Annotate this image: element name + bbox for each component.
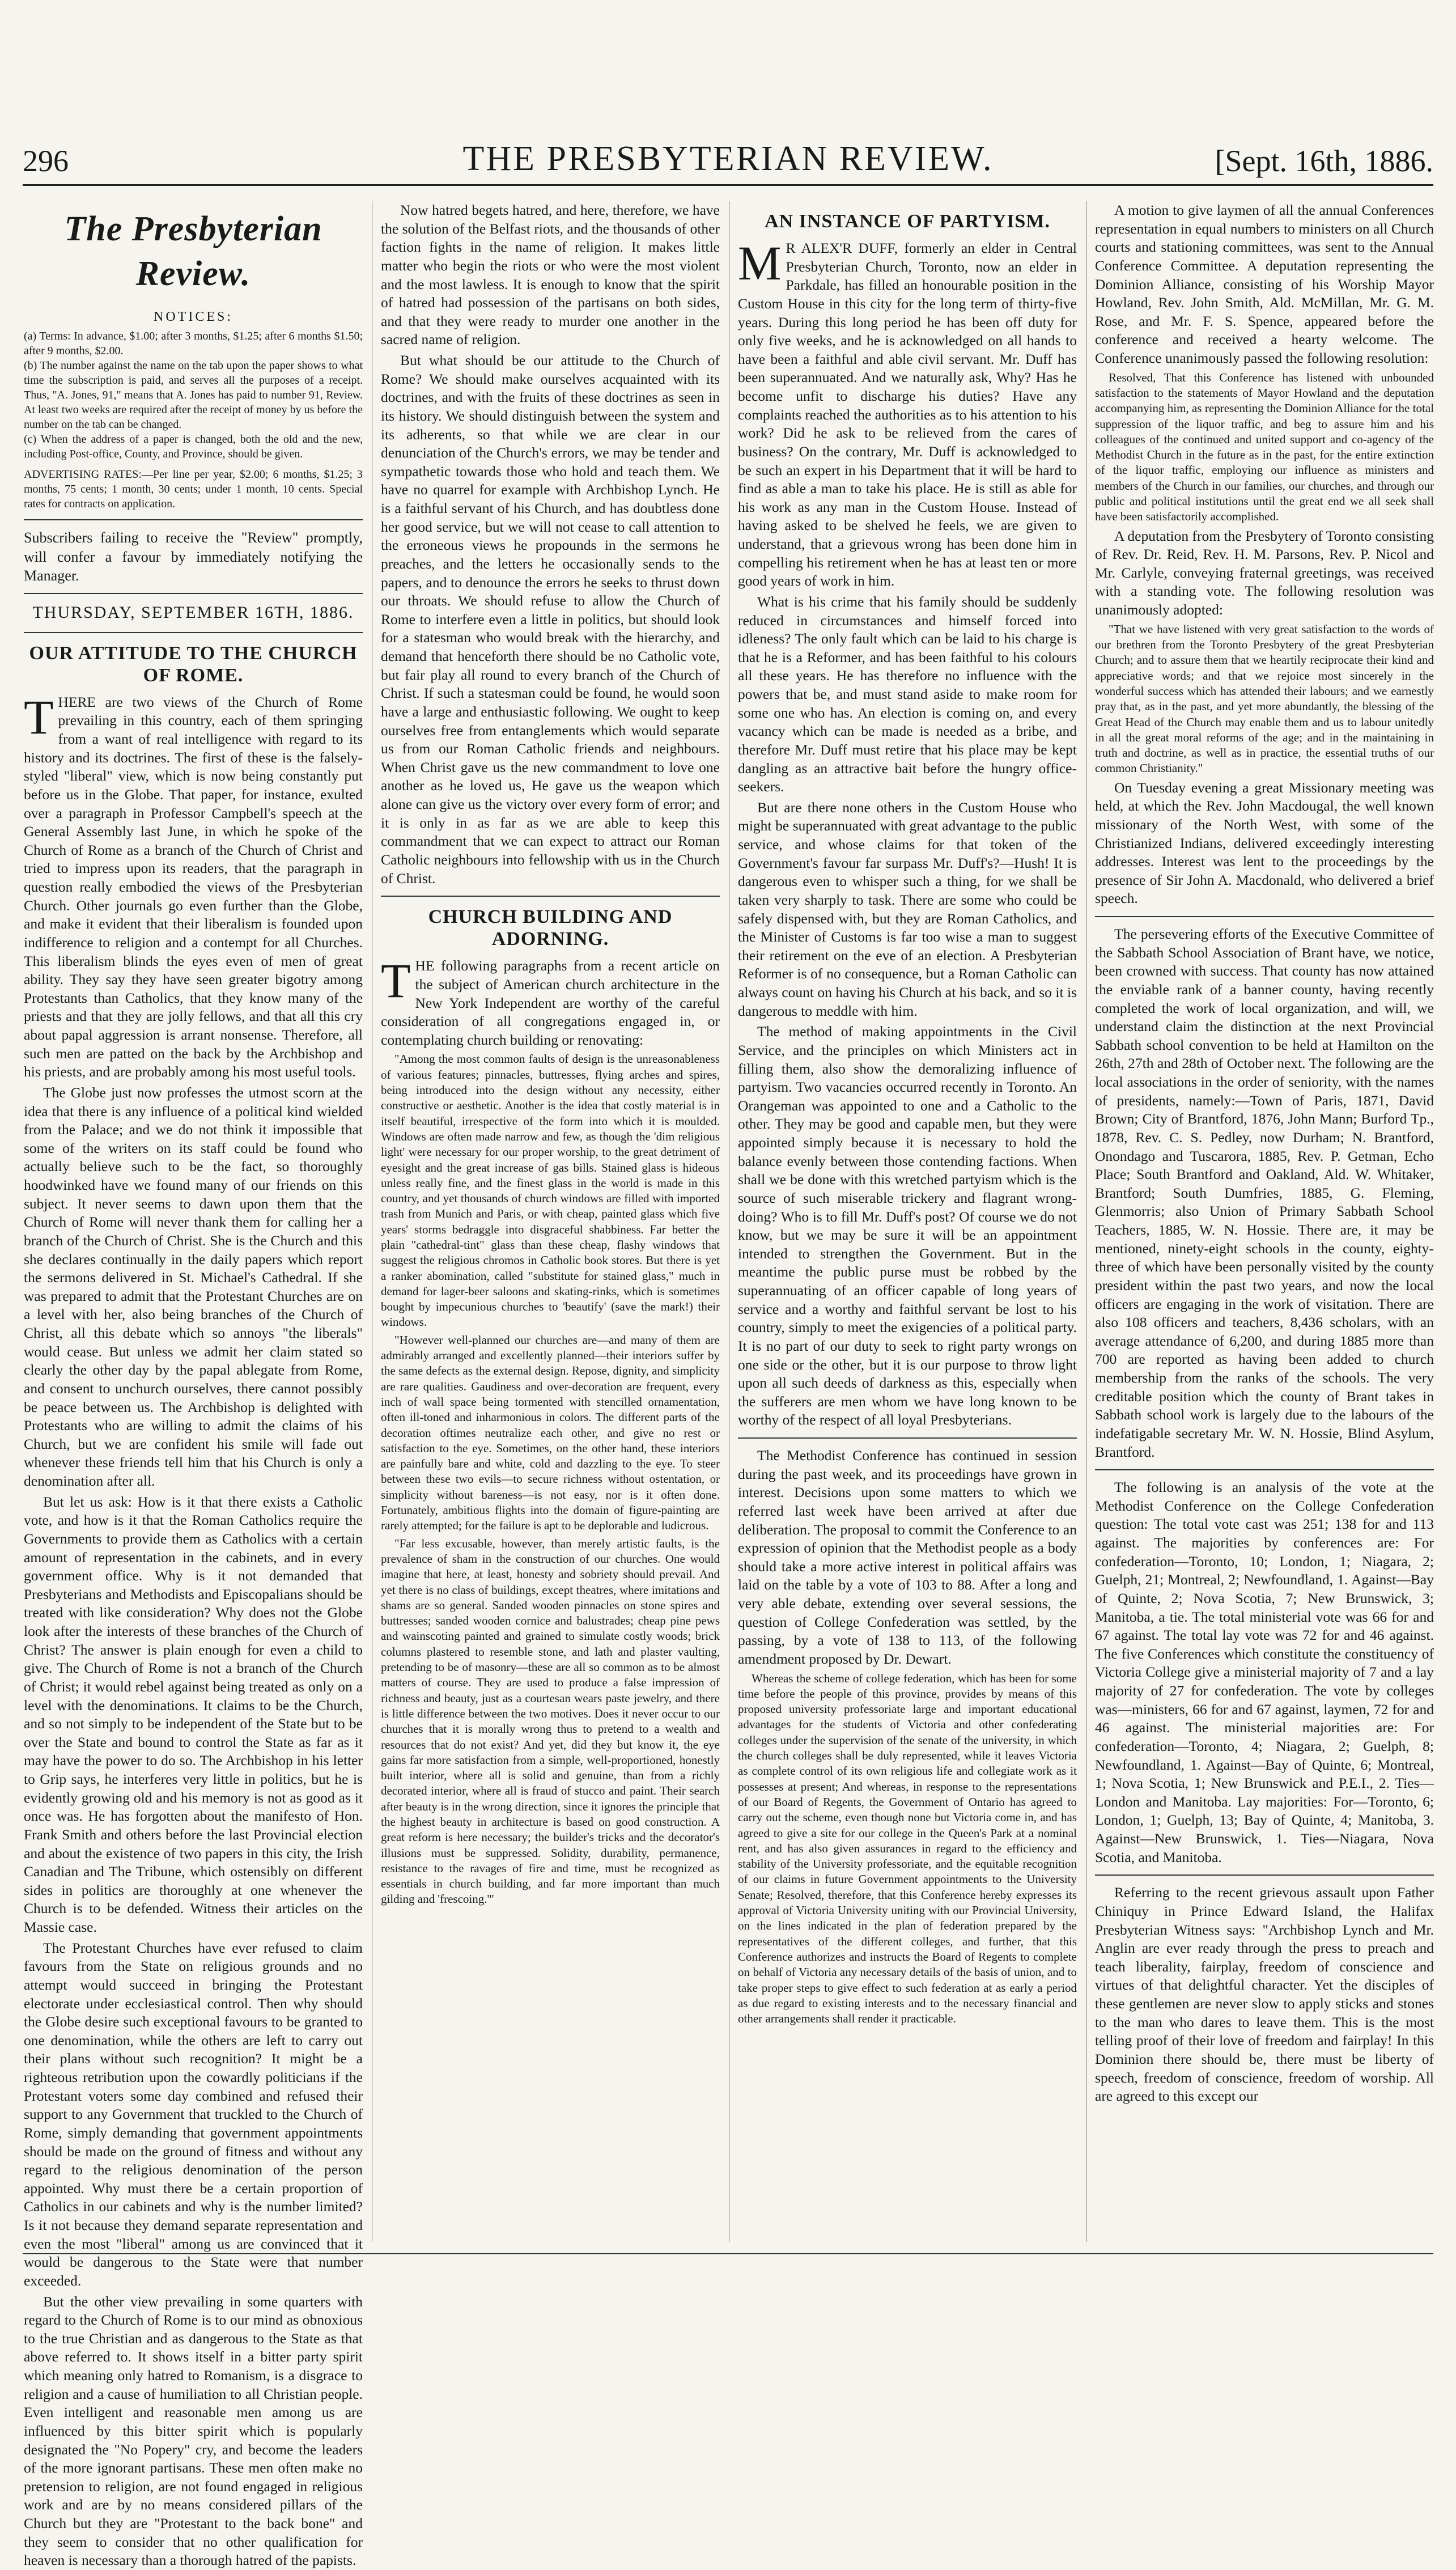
issue-date-line: THURSDAY, SEPTEMBER 16TH, 1886. bbox=[32, 603, 354, 622]
article-paragraph: On Tuesday evening a great Missionary meeting was held, at which the Rev. John Macdougal, the well known missionary of the North West, with some of the Christianized Indians, delivered exceedingly interesting addresses. Interest was lent to the proceedings by the presence of Sir John A. Macdonald, who delivered a brief speech. bbox=[1095, 779, 1434, 907]
article-paragraph: But the other view prevailing in some quarters with regard to the Church of Rome is to our mind as obnoxious to the true Christian and as dangerous to the State as that above referred to. It shows itself in a bitter party spirit which meaning only hatred to Romanism, is a disgrace to religion and a cause of humiliation to all Christian people. Even intelligent and reasonable men among us are influenced by this bitter spirit which is popularly designated the "No Popery" cry, and become the leaders of the more ignorant partisans. These men often make no pretension to religion, are not found engaged in religious work and are by no means considered pillars of the Church but they are "Protestant to the back bone" and they seem to consider that no other qualification for heaven is necessary than a thorough hatred of the papists. bbox=[24, 2293, 363, 2569]
article-paragraph: But are there none others in the Custom House who might be superannuated with great advantage to the public service, and whose claims for that token of the Government's favour far surpass Mr. Duff's?—Hush! It is dangerous even to whisper such a thing, for we shall be taken very sharply to task. There are some who could be safely dispensed with, but they are Roman Catholics, and the Minister of Customs is far too wise a man to suggest their retirement on the eve of an election. A Presbyterian Reformer is of no consequence, but a Roman Catholic can always count on having his Church at his back, and so it is dangerous to meddle with him. bbox=[738, 799, 1077, 1019]
quote-paragraph: "Among the most common faults of design is the unreasonableness of various features; pinnacles, buttresses, flying arches and spires, being introduced into the design without any necessity, either constructive or aesthetic. Another is the idea that costly material is in itself beautiful, irrespective of the form into which it is moulded. Windows are often made narrow and few, as though the 'dim religious light' were necessary for our proper worship, to the great detriment of eyesight and the great increase of gas bills. Stained glass is hideous unless really fine, and the finest glass in the world is made in this country, and yet thousands of church windows are filled with imported trash from Munich and Paris, or with cheap, painted glass which five years' storms bedraggle into disgraceful shabbiness. Far better the plain "cathedral-tint" glass than these cheap, flashy windows that suggest the religious chromos in Catholic book stores. But there is yet a ranker abomination, called "substitute for stained glass," much in demand for lager-beer saloons and skating-rinks, which is sometimes bought by impecunious churches to 'beautify' (save the mark!) their windows. bbox=[381, 1052, 720, 1329]
article-paragraph: The following is an analysis of the vote at the Methodist Conference on the College Confederation question: The total vote cast was 251; 138 for and 113 against. The majorities by conferences are: For confederation—Toronto, 10; London, 1; Niagara, 2; Guelph, 21; Montreal, 2; Newfoundland, 1. Against—Bay of Quinte, 2; Nova Scotia, 7; New Brunswick, 3; Manitoba, a tie. The total ministerial vote was 66 for and 67 against. The total lay vote was 72 for and 46 against. The five Conferences which constitute the constituency of Victoria College give a ministerial majority of 7 and a lay majority of 27 for confederation. The vote by colleges was—ministers, 66 for and 67 against, laymen, 72 for and 46 against. The ministerial majorities are: For confederation—Toronto, 4; Niagara, 2; Guelph, 8; Newfoundland, 1. Against—Bay of Quinte, 6; Montreal, 1; Nova Scotia, 1; New Brunswick and P.E.I., 2. Ties—London and Manitoba. Lay majorities: For—Toronto, 6; London, 1; Guelph, 13; Bay of Quinte, 4; Manitoba, 3. Against—New Brunswick, 1. Ties—Niagara, Nova Scotia, and Manitoba. bbox=[1095, 1479, 1434, 1865]
article-paragraph: Referring to the recent grievous assault upon Father Chiniquy in Prince Edward Island, the Halifax Presbyterian Witness says: "Archbishop Lynch and Mr. Anglin are ever ready through the press to preach and teach liberality, fairplay, freedom of conscience and virtues of that delightful character. Yet the disciples of these gentlemen are never slow to apply sticks and stones to the man who dares to leave them. This is the most telling proof of their love of freedom and fairplay! In this Dominion there should be, there must be liberty of speech, freedom of conscience, freedom of worship. All are agreed to this except our bbox=[1095, 1884, 1434, 2105]
article-paragraph: The Protestant Churches have ever refused to claim favours from the State on religious grounds and no attempt would succeed in bringing the Protestant electorate under ecclesiastical control. Then why should the Globe desire such exceptional favours to be granted to one denomination, while the others are left to carry out their plans without such recognition? It might be a righteous retribution upon the cowardly politicians if the Protestant voters some day combined and refused their support to any Government that truckled to the Church of Rome, simply demanding that government appointments should be made on the ground of fitness and without any regard to the religious denomination of the person appointed. Why must there be a certain proportion of Catholics in our cabinets and why is the number limited? Is it not because they demand separate representation and even the most "liberal" among us are convinced that it would be dangerous to the State were that number exceeded. bbox=[24, 1939, 363, 2289]
paragraph-text: R ALEX'R DUFF, formerly an elder in Central Presbyterian Church, Toronto, now an elder in Parkdale, has filled an honourable position in the Custom House in this city for the long term of thirty-five years. During this long period he has been off duty for only five weeks, and he is acknowledged on all hands to have been a faithful and able civil servant. Mr. Duff has been superannuated. And we naturally ask, Why? Has he become unfit to discharge his duties? Have any complaints reached the authorities as to his attention to his work? Did he ask to be relieved from the cares of business? On the contrary, Mr. Duff is acknowledged to be such an expert in his Department that it will be hard to find as able a man to take his place. He is still as able for his work as any man in the Custom House. Instead of having asked to be shelved he feels, we are given to understand, that a grievous wrong has been done him in compelling his retirement when he has at least ten or more good years of work in him. bbox=[738, 240, 1077, 590]
divider bbox=[1095, 1875, 1434, 1876]
quote-paragraph: "However well-planned our churches are—and many of them are admirably arranged and excellently planned—their interiors suffer by the same defects as the external design. Repose, dignity, and simplicity are rare qualities. Gaudiness and over-decoration are frequent, every inch of wall space being tormented with stencilled ornamentation, often ill-toned and inharmonious in colors. The different parts of the decoration oftimes neutralize each other, and give no rest or satisfaction to the eye. Sometimes, on the other hand, these interiors are painfully bare and white, cold and dazzling to the eye. To steer between these two evils—to secure richness without ostentation, or simplicity without bareness—is not easy, nor is it often done. Fortunately, ambitious flights into the domain of figure-painting are rarely attempted; for the failure is apt to be deplorable and ludicrous. bbox=[381, 1333, 720, 1533]
article-paragraph: A motion to give laymen of all the annual Conferences representation in equal numbers to ministers on all Church courts and stationing committees, was sent to the Annual Conference Committee. A deputation representing the Dominion Alliance, consisting of his Worship Mayor Howland, Rev. John Smith, Ald. McMillan, Mr. G. M. Rose, and Mr. F. S. Spence, appeared before the conference and received a hearty welcome. The Conference unanimously passed the following resolution: bbox=[1095, 202, 1434, 366]
divider bbox=[1095, 1469, 1434, 1470]
article-paragraph bbox=[24, 689, 363, 1082]
drop-cap: M bbox=[738, 236, 782, 291]
divider bbox=[24, 519, 363, 520]
article-paragraph: What is his crime that his family should be suddenly reduced in circumstances and himself forced into idleness? The only fault which can be laid to his charge is that he is a Reformer, and has been faithful to his colours all these years. He has therefore no influence with the powers that be, and must stand aside to make room for some one who has. An election is coming on, and every vacancy which can be made is needed as a bribe, and therefore Mr. Duff must retire that his place may be kept dangling as an attractive bait before the hungry office-seekers. bbox=[738, 593, 1077, 795]
resolution-text bbox=[1095, 622, 1434, 777]
column-2 bbox=[381, 201, 720, 2242]
resolution-paragraph: Resolved, That this Conference has listened with unbounded satisfaction to the statements of Mayor Howland and the deputation accompanying him, as representing the Dominion Alliance for the total suppression of the liquor traffic, and beg to assure him and his colleagues of the continued and united support and co-agency of the Methodist Church in the future as in the past, for the entire extinction of the liquor traffic, employing our influence as ministers and members of the Church in our families, our churches, and through our public and political institutions until the great end we all seek shall have been satisfactorily accomplished. bbox=[1095, 370, 1434, 524]
resolution-paragraph: Whereas the scheme of college federation, which has been for some time before the people of this province, provides by means of this proposed university professoriate large and important educational advantages for the students of Victoria and other confederating colleges under the supervision of the senate of the university, in which the church colleges shall be duly represented, while it leaves Victoria as complete control of its own religious life and collegiate work as it possesses at present; And whereas, in response to the representations of our Board of Regents, the Government of Ontario has agreed to carry out the scheme, even though none but Victoria come in, and has agreed to give a site for our college in the Queen's Park at a nominal rent, and has also given assurances in regard to the efficiency and stability of the University professoriate, and the equitable recognition of our claims in future Government appointments to the University Senate; Resolved, therefore, that this Conference hereby expresses its approval of Victoria University uniting with our Provincial University, on the lines indicated in the plan of federation prepared by the representatives of the different colleges, and further, that this Conference authorizes and instructs the Board of Regents to complete on behalf of Victoria any necessary details of the basis of union, and to take proper steps to give effect to such federation at as early a period as due regard to existing interests and to the necessary financial and other arrangements shall render it practicable. bbox=[738, 1671, 1077, 2026]
notices-heading: NOTICES: bbox=[154, 309, 233, 324]
paragraph-text: HE following paragraphs from a recent article on the subject of American church architecture in the New York Independent are worthy of the careful consideration of all congregations engaged in, or contemplating church building or renovating: bbox=[381, 957, 720, 1048]
bottom-rule bbox=[23, 2253, 1433, 2254]
article-paragraph bbox=[738, 236, 1077, 591]
article-title: AN INSTANCE OF PARTYISM. bbox=[765, 211, 1050, 232]
subscribers-notice: Subscribers failing to receive the "Review" promptly, will confer a favour by immediately notifying the Manager. bbox=[24, 529, 363, 584]
issue-date: [Sept. 16th, 1886. bbox=[1215, 144, 1433, 178]
drop-cap: T bbox=[24, 689, 54, 744]
resolution-text bbox=[738, 1671, 1077, 2027]
divider bbox=[381, 896, 720, 897]
publication-title: THE PRESBYTERIAN REVIEW. bbox=[462, 139, 994, 178]
article-title: OUR ATTITUDE TO THE CHURCH OF ROME. bbox=[29, 642, 358, 686]
divider bbox=[738, 1437, 1077, 1439]
article-title: CHURCH BUILDING AND ADORNING. bbox=[428, 906, 673, 950]
column-4 bbox=[1095, 201, 1434, 2242]
advertising-rates: ADVERTISING RATES:—Per line per year, $2.00; 6 months, $1.25; 3 months, 75 cents; 1 month, 30 cents; under 1 month, 10 cents. Special rates for contracts on application. bbox=[24, 468, 363, 511]
page-number: 296 bbox=[23, 144, 69, 178]
column-1 bbox=[24, 201, 363, 2569]
divider bbox=[24, 593, 363, 594]
column-3 bbox=[738, 201, 1077, 2242]
quote-paragraph: "Far less excusable, however, than merely artistic faults, is the prevalence of sham in the construction of our churches. One would imagine that here, at least, honesty and sobriety should prevail. And yet there is no class of buildings, except theatres, where imitations and shams are so general. Sanded wooden pinnacles on stone spires and buttresses; sanded wooden cornice and balustrades; cheap pine pews and wainscoting painted and grained to simulate costly woods; brick columns plastered to resemble stone, and lath and plaster vaulting, pretending to be of masonry—these are all so common as to be almost matters of course. They are used to produce a false impression of richness and beauty, just as a courtesan wears paste jewelry, and there is little difference between the two motives. Does it never occur to our churches that it is morally wrong thus to pretend to a wealth and resources that do not exist? And yet, did they but know it, the eye gains far more satisfaction from a simple, well-proportioned, honestly built interior, where all is solid and genuine, than from a richly decorated interior, where all is fraud of stucco and paint. Their search after beauty is in the wrong direction, since it ignores the principle that the highest beauty in architecture is based on good construction. A great reform is here necessary; the builder's tricks and the decorator's illusions must be suppressed. Solidity, durability, permanence, resistance to the ravages of fire and time, must be recognized as essentials in church building, and far more important than much gilding and 'frescoing.'" bbox=[381, 1536, 720, 1906]
article-paragraph: The Globe just now professes the utmost scorn at the idea that there is any influence of a political kind wielded from the Palace; and we do not think it impossible that some of the writers on its staff could be found who actually believe such to be the fact, so thoroughly hoodwinked have we found many of our friends on this subject. It never seems to dawn upon them that the Church of Rome will never thank them for calling her a branch of the Church of Christ. She is the Church and this she declares continually in the daily papers which report the sermons delivered in St. Michael's Cathedral. If she was prepared to admit that the Protestant Churches are on a level with her, also being branches of the Church of Christ, all this debate which so annoys "the liberals" would cease. But unless we admit her claim stated so clearly the other day by the papal ablegate from Rome, and consent to unchurch ourselves, there cannot possibly be peace between us. The Archbishop is delighted with Protestants who are willing to admit the claims of his Church, but we are confident his smile will fade out whenever these friends tell him that his Church is only a denomination after all. bbox=[24, 1084, 363, 1490]
notice-terms: (a) Terms: In advance, $1.00; after 3 months, $1.25; after 6 months $1.50; after 9 months, $2.00. bbox=[24, 330, 363, 358]
article-paragraph: Now hatred begets hatred, and here, therefore, we have the solution of the Belfast riots, and the thousands of other faction fights in the name of religion. It makes little matter who begin the riots or who were the most violent and the most lawless. It is enough to know that the spirit of hatred had possession of the partisans on both sides, and that they were ready to murder one another in the sacred name of religion. bbox=[381, 202, 720, 348]
notice-address: (c) When the address of a paper is changed, both the old and the new, including Post-office, County, and Province, should be given. bbox=[24, 433, 363, 461]
article-paragraph: A deputation from the Presbytery of Toronto consisting of Rev. Dr. Reid, Rev. H. M. Parsons, Rev. P. Nicol and Mr. Carlyle, conveying fraternal greetings, was received with a standing vote. The following resolution was unanimously adopted: bbox=[1095, 527, 1434, 618]
article-paragraph: The Methodist Conference has continued in session during the past week, and its proceedings have grown in interest. Decisions upon some matters to which we referred last week have been arrived at after due deliberation. The proposal to commit the Conference to an expression of opinion that the Methodist people as a body should take a more active interest in political affairs was laid on the table by a vote of 103 to 88. After a long and very able debate, extending over several sessions, the question of College Confederation was settled, by the passing, by a vote of 138 to 113, of the following amendment proposed by Dr. Dewart. bbox=[738, 1447, 1077, 1667]
page-header bbox=[23, 139, 1433, 186]
masthead-title: The Presbyterian Review. bbox=[64, 210, 322, 294]
quoted-extract bbox=[381, 1051, 720, 1907]
resolution-text bbox=[1095, 370, 1434, 525]
article-paragraph bbox=[381, 953, 720, 1049]
paragraph-text: HERE are two views of the Church of Rome prevailing in this country, each of them springing from a want of real intelligence with regard to its history and its doctrines. The first of these is the falsely-styled "liberal" view, which is now being constantly put before us in the Globe. That paper, for instance, exulted over a paragraph in Professor Campbell's speech at the General Assembly last June, in which he spoke of the Church of Rome as a branch of the Church of Christ and tried to impress upon its readers, that the paragraph in question really embodied the views of the Presbyterian Church. Other journals go even further than the Globe, and make it evident that their liberalism is founded upon indifference to religion and a contempt for all Churches. This liberalism blinds the eyes even of men of great ability. They say they have seen greater bigotry among Protestants than Catholics, that they know many of the priests and that they are jolly fellows, and that all this cry about papal aggression is arrant nonsense. Therefore, all such men are patted on the back by the Archbishop and his priests, and are probably among his most useful tools. bbox=[24, 693, 363, 1080]
resolution-paragraph: "That we have listened with very great satisfaction to the words of our brethren from the Toronto Presbytery of the great Presbyterian Church; and to assure them that we heartily reciprocate their kind and appreciative words; and that we rejoice most sincerely in the wonderful success which has attended their labours; and we earnestly pray that, as in the past, and yet more abundantly, the blessing of the Great Head of the Church may enable them and us to labour unitedly in all the great moral reforms of the age; and in the maintaining in truth and doctrine, as well as in practice, the essential truths of our common Christianity." bbox=[1095, 622, 1434, 775]
notice-tab: (b) The number against the name on the tab upon the paper shows to what time the subscription is paid, and serves all the purposes of a receipt. Thus, "A. Jones, 91," means that A. Jones has paid to number 91, Review. At least two weeks are required after the receipt of money by us before the number on the tab can be changed. bbox=[24, 359, 363, 431]
divider bbox=[1095, 916, 1434, 917]
drop-cap: T bbox=[381, 953, 411, 1008]
article-paragraph: The method of making appointments in the Civil Service, and the principles on which Ministers act in filling them, also show the demoralizing influence of partyism. Two vacancies occurred recently in Toronto. An Orangeman was appointed to one and a Catholic to the other. They may be good and capable men, but they were appointed simply because it is necessary to hold the balance evenly between those contending factions. When shall we be done with this wretched partyism which is the source of such miserable trickery and flagrant wrong-doing? Who is to fill Mr. Duff's post? Of course we do not know, but we may be sure it will be an appointment intended to strengthen the Government. But in the meantime the public purse must be robbed by the superannuating of an officer capable of long years of service and a worthy and faithful servant be lost to his country, simply to meet the exigencies of a political party. It is no part of our duty to seek to right party wrongs on one side or the other, but it is our purpose to throw light upon all such deeds of darkness as this, especially when the sufferers are men whom we have long known to be worthy of the respect of all loyal Presbyterians. bbox=[738, 1023, 1077, 1428]
article-paragraph: But what should be our attitude to the Church of Rome? We should make ourselves acquainted with its doctrines, and with the fruits of these doctrines as seen in its history. We should distinguish between the system and its adherents, so that while we are clear in our denunciation of the Church's errors, we may be tender and sympathetic towards those who hold and teach them. We have no quarrel for example with Archbishop Lynch. He is a faithful servant of his Church, and has doubtless done her good service, but we will not cease to call attention to the erroneous views he propounds in the sermons he preaches, and the letters he occasionally sends to the papers, and to denounce the errors he seeks to thrust down our throats. We should refuse to allow the Church of Rome to interfere even a little in politics, but should look for a statesman who would break with the hierarchy, and demand that henceforth there should be no Catholic vote, but fair play all round to every branch of the Church of Christ. If such a statesman could be found, he would soon have a large and enthusiastic following. We ought to keep ourselves free from entanglements which would separate us from our Roman Catholic friends and neighbours. When Christ gave us the new commandment to love one another as he loved us, He gave us the weapon which alone can give us the victory over every form of error; and it is only in as far as we are able to keep this commandment that we can expect to attract our Roman Catholic neighbours into fellowship with us in the Church of Christ. bbox=[381, 352, 720, 887]
divider bbox=[24, 632, 363, 633]
article-paragraph: But let us ask: How is it that there exists a Catholic vote, and how is it that the Roman Catholics require the Governments to provide them as Catholics with a certain amount of representation in the cabinets, and in every government office. Why is it not demanded that Presbyterians and Methodists and Episcopalians should be treated with like consideration? Why does not the Globe look after the interests of these branches of the Church of Christ? The answer is plain enough for even a child to give. The Church of Rome is not a branch of the Church of Christ; it would rebel against being treated as only on a level with the denominations. It claims to be the Church, and so not simply to be independent of the State but to be over the State and bound to control the State as far as it may have the power to do so. The Archbishop in his letter to Grip says, he interferes very little in politics, but he is evidently growing old and his memory is not as good as it once was. He has forgotten about the manifesto of Hon. Frank Smith and others before the last Provincial election and about the existence of two papers in this city, the Irish Canadian and The Tribune, which ostensibly on different sides in politics are thoroughly at one whenever the Church is to be defended. Witness their articles on the Massie case. bbox=[24, 1493, 363, 1936]
article-paragraph: The persevering efforts of the Executive Committee of the Sabbath School Association of Brant have, we notice, been crowned with success. That county has now attained the enviable rank of a banner county, having recently completed the work of local organization, and will, we understand claim the distinction at the next Provincial Sabbath school convention to be held at Hamilton on the 26th, 27th and 28th of October next. The following are the local associations in the order of seniority, with the names of presidents, namely:—Town of Paris, 1871, David Brown; City of Brantford, 1876, John Mann; Burford Tp., 1878, Rev. C. S. Pedley, now Durham; N. Brantford, Onondago and Tuscarora, 1885, Rev. P. Getman, Echo Place; South Brantford and Oakland, Ald. W. Whitaker, Brantford; South Dumfries, 1885, G. Fleming, Glenmorris; also Union of Primary Sabbath School Teachers, 1885, W. N. Hossie. There are, it may be mentioned, ninety-eight schools in the county, eighty-three of which have been personally visited by the county president within the past two years, and now the local officers are engaging in the work of visitation. There are also 108 officers and teachers, 8,436 scholars, with an average attendance of 6,200, and during 1885 more than 700 are reported as having been added to church membership from the ranks of the schools. The very creditable position which the county of Brant takes in Sabbath school work is largely due to the labours of the indefatigable secretary Mr. W. N. Hossie, Blind Asylum, Brantford. bbox=[1095, 926, 1434, 1460]
